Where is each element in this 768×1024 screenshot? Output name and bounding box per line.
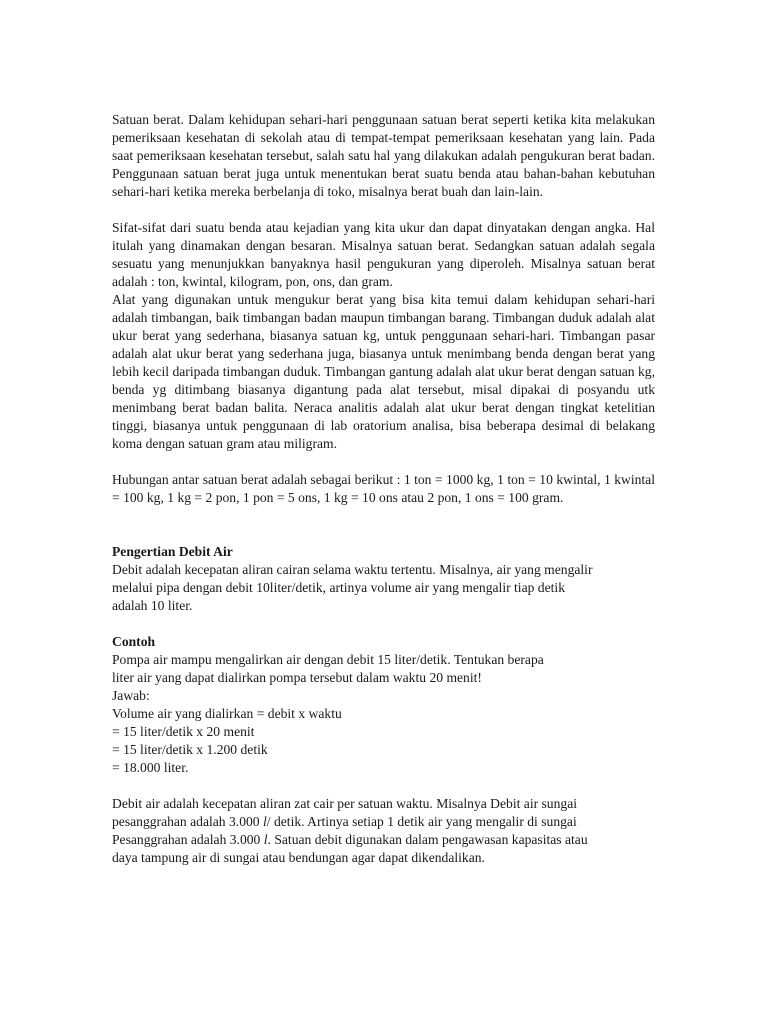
- heading-contoh: Contoh: [112, 634, 156, 649]
- text-line: Volume air yang dialirkan = debit x waktu: [112, 706, 342, 721]
- paragraph-alat-ukur-berat: Alat yang digunakan untuk mengukur berat yang bisa kita temui dalam kehidupan sehari-hari adalah timbangan, baik timbangan badan maupun timbangan barang. Timbangan duduk adalah alat ukur berat yang sederhana, biasanya satuan kg, untuk penggunaan sehari-hari. Timbangan pasar adalah alat ukur berat yang sederhana juga, biasanya untuk menimbang benda dengan berat yang lebih kecil daripada timbangan duduk. Timbangan gantung adalah alat ukur berat dengan satuan kg, benda yg ditimbang biasanya digantung pada alat tersebut, misal dipakai di posyandu utk menimbang berat badan balita. Neraca analitis adalah alat ukur berat dengan tingkat ketelitian tinggi, biasanya untuk penggunaan di lab oratorium analisa, bisa beberapa desimal di belakang koma dengan satuan gram atau miligram.: [112, 292, 655, 451]
- spacer: [112, 507, 655, 543]
- paragraph-hubungan-satuan: Hubungan antar satuan berat adalah sebagai berikut : 1 ton = 1000 kg, 1 ton = 10 kwintal, 1 kwintal = 100 kg, 1 kg = 2 pon, 1 pon = 5 ons, 1 kg = 10 ons atau 2 pon, 1 ons = 100 gram.: [112, 472, 655, 505]
- paragraph-debit-definition: [112, 561, 655, 615]
- text-line: Debit adalah kecepatan aliran cairan selama waktu tertentu. Misalnya, air yang mengalir: [112, 562, 593, 577]
- paragraph-besaran: Sifat-sifat dari suatu benda atau kejadian yang kita ukur dan dapat dinyatakan dengan angka. Hal itulah yang dinamakan dengan besaran. Misalnya satuan berat. Sedangkan satuan adalah segala sesuatu yang menunjukkan banyaknya hasil pengukuran yang diperoleh. Misalnya satuan berat adalah : ton, kwintal, kilogram, pon, ons, dan gram.: [112, 220, 655, 289]
- example-block: [112, 651, 655, 777]
- text-line: melalui pipa dengan debit 10liter/detik, artinya volume air yang mengalir tiap detik: [112, 580, 565, 595]
- text-line: = 15 liter/detik x 20 menit: [112, 724, 255, 739]
- spacer: [112, 201, 655, 219]
- text-line: = 15 liter/detik x 1.200 detik: [112, 742, 268, 757]
- text-line: Pompa air mampu mengalirkan air dengan debit 15 liter/detik. Tentukan berapa: [112, 652, 544, 667]
- heading-pengertian-debit-air: Pengertian Debit Air: [112, 544, 233, 559]
- text-line: adalah 10 liter.: [112, 598, 193, 613]
- text-line: liter air yang dapat dialirkan pompa tersebut dalam waktu 20 menit!: [112, 670, 482, 685]
- text-line: = 18.000 liter.: [112, 760, 189, 775]
- text-line: Jawab:: [112, 688, 150, 703]
- spacer: [112, 453, 655, 471]
- spacer: [112, 777, 655, 795]
- text-line: Pesanggrahan adalah 3.000 l. Satuan debit digunakan dalam pengawasan kapasitas atau: [112, 832, 588, 847]
- paragraph-debit-sungai: [112, 795, 655, 867]
- text-line: pesanggrahan adalah 3.000 l/ detik. Artinya setiap 1 detik air yang mengalir di sungai: [112, 814, 577, 829]
- document-page: [112, 111, 655, 867]
- text-line: Debit air adalah kecepatan aliran zat cair per satuan waktu. Misalnya Debit air sungai: [112, 796, 578, 811]
- text-line: daya tampung air di sungai atau bendungan agar dapat dikendalikan.: [112, 850, 485, 865]
- paragraph-satuan-berat: Satuan berat. Dalam kehidupan sehari-hari penggunaan satuan berat seperti ketika kita melakukan pemeriksaan kesehatan di sekolah atau di tempat-tempat pemeriksaan kesehatan yang lain. Pada saat pemeriksaan kesehatan tersebut, salah satu hal yang dilakukan adalah pengukuran berat badan. Penggunaan satuan berat juga untuk menentukan berat suatu benda atau bahan-bahan kebutuhan sehari-hari ketika mereka berbelanja di toko, misalnya berat buah dan lain-lain.: [112, 112, 655, 199]
- spacer: [112, 615, 655, 633]
